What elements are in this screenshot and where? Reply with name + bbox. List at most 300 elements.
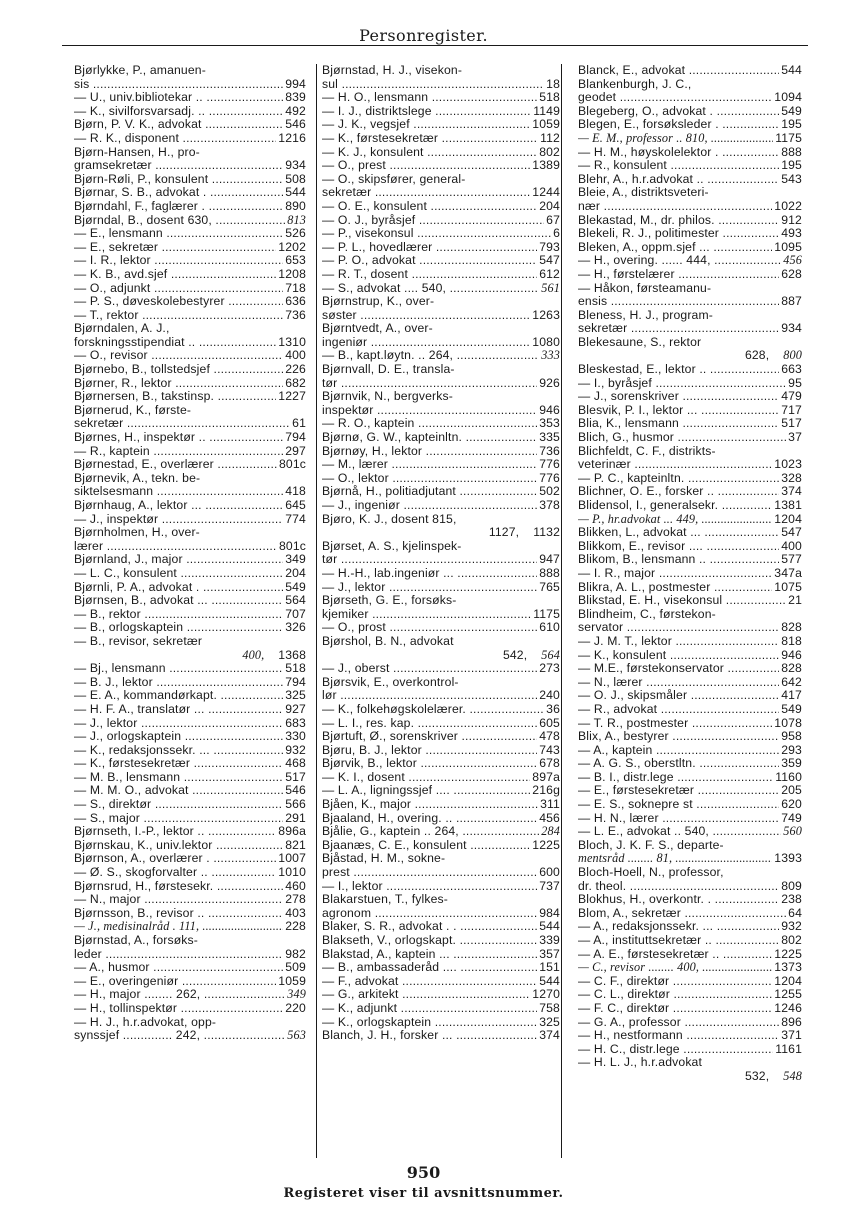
- entry-reference-number: 21: [788, 593, 802, 608]
- register-entry: [578, 594, 802, 608]
- register-entry: [578, 472, 802, 486]
- entry-text: Blesvik, P. I., lektor ... .....: [578, 404, 779, 418]
- entry-text: — S., major .....: [74, 812, 283, 826]
- entry-text: Bjørnskau, K., univ.lektor .....: [74, 839, 283, 853]
- register-entry: [322, 322, 560, 349]
- entry-reference-number: 1381: [774, 498, 802, 512]
- register-entry: [578, 513, 802, 527]
- entry-text: — H. F. A., translatør ... .....: [74, 703, 283, 717]
- entry-reference-number: 809: [781, 878, 802, 893]
- register-entry: [74, 784, 306, 798]
- entry-reference-number: 479: [781, 389, 802, 404]
- entry-text: — R. T., dosent .....: [322, 268, 537, 282]
- register-entry: [74, 567, 306, 581]
- entry-text: — K., konsulent .....: [578, 649, 779, 663]
- entry-text: Blekastad, M., dr. philos. .....: [578, 214, 779, 228]
- register-entry: [578, 703, 802, 717]
- entry-text: lør .....: [322, 689, 537, 703]
- entry-text: — K., førstesekretær .....: [74, 757, 283, 771]
- entry-reference-number: 1393: [774, 851, 802, 866]
- register-entry: [578, 268, 802, 282]
- entry-text: Blikom, B., lensmann .. .....: [578, 553, 779, 567]
- entry-reference-number: 620: [781, 797, 802, 812]
- entry-reference-number: 278: [285, 892, 306, 907]
- register-entry: [578, 499, 802, 513]
- entry-text: — L. E., advokat .. 540, .....: [578, 825, 781, 839]
- register-entry: [322, 1002, 560, 1016]
- entry-reference-number: 359: [781, 756, 802, 771]
- register-entry: [322, 472, 560, 486]
- entry-reference-number: 1095: [774, 239, 802, 254]
- entry-reference-number: 478: [539, 729, 560, 744]
- entry-text: — P., hr.advokat ... 449, .....: [578, 513, 772, 527]
- entry-reference-number: 335: [539, 430, 560, 445]
- entry-reference-number: 403: [285, 905, 306, 920]
- entry-reference-number: 151: [539, 960, 560, 975]
- entry-reference-number: 994: [285, 76, 306, 91]
- register-entry: [74, 349, 306, 363]
- entry-text: — A., kaptein .....: [578, 744, 779, 758]
- entry-text: agronom .....: [322, 907, 537, 921]
- register-entry: [322, 146, 560, 160]
- entry-text: — P. O., advokat .....: [322, 254, 537, 268]
- entry-reference-number: 1175: [775, 130, 802, 145]
- entry-text: — A., instituttsekretær .. .....: [578, 934, 779, 948]
- entry-text: Bjålie, G., kaptein .. 264, .....: [322, 825, 539, 839]
- entry-text: — J., sorenskriver .....: [578, 390, 779, 404]
- register-entry: [578, 417, 802, 431]
- entry-text: — K., adjunkt .....: [322, 1002, 537, 1016]
- entry-reference-number: 934: [285, 158, 306, 173]
- register-entry: [74, 798, 306, 812]
- entry-reference-number: 776: [539, 457, 560, 472]
- register-entry: [322, 893, 560, 920]
- register-entry: [322, 241, 560, 255]
- register-entry: [322, 417, 560, 431]
- register-entry: [74, 934, 306, 961]
- register-entry: [578, 866, 802, 893]
- entry-lead-line: Bleie, A., distriktsveteri-: [578, 186, 709, 200]
- register-entry: [322, 159, 560, 173]
- entry-text: — O., revisor .....: [74, 349, 283, 363]
- entry-reference-number: 1204: [774, 511, 802, 526]
- entry-text: — Bj., lensmann .....: [74, 662, 283, 676]
- entry-reference-number: 1094: [774, 90, 802, 105]
- entry-reference-number: 547: [539, 253, 560, 268]
- entry-reference-number: 818: [781, 633, 802, 648]
- entry-text: — N., major .....: [74, 893, 283, 907]
- entry-text: servator .....: [578, 621, 779, 635]
- entry-reference-number: 888: [539, 565, 560, 580]
- entry-reference-number: 887: [781, 294, 802, 309]
- entry-lead-line: Bleness, H. J., program-: [578, 308, 713, 322]
- register-entry: [74, 173, 306, 187]
- entry-text: — H., nestformann .....: [578, 1029, 779, 1043]
- register-entry: [578, 784, 802, 798]
- entry-lead-line: — H. J., h.r.advokat, opp-: [74, 1015, 217, 1029]
- register-entry: [322, 948, 560, 962]
- entry-reference-number: 932: [285, 742, 306, 757]
- entry-reference-number: 339: [539, 933, 560, 947]
- entry-text: — K., folkehøgskolelærer. .....: [322, 703, 544, 717]
- entry-reference-number: 460: [285, 878, 306, 893]
- register-entry: [322, 717, 560, 731]
- entry-reference-number: 888: [781, 144, 802, 159]
- entry-text: Blia, K., lensmann .....: [578, 417, 779, 431]
- entry-text: dr. theol. .....: [578, 880, 779, 894]
- entry-text: — R. K., disponent .....: [74, 132, 276, 146]
- entry-lead-line: Bjørntvedt, A., over-: [322, 322, 433, 336]
- entry-text: — J. K., vegsjef .....: [322, 118, 530, 132]
- entry-text: Bjørnland, J., major .....: [74, 553, 283, 567]
- entry-text: — S., direktør .....: [74, 798, 283, 812]
- entry-reference-number: 897a: [532, 769, 560, 784]
- entry-text: Blakstad, A., kaptein ... .....: [322, 948, 537, 962]
- entry-text: lærer .....: [74, 540, 277, 554]
- register-entry: [578, 689, 802, 703]
- entry-reference-number: 794: [285, 674, 306, 689]
- entry-reference-number: 932: [781, 919, 802, 934]
- entry-text: 1127,: [488, 526, 520, 540]
- entry-reference-number: 802: [781, 933, 802, 947]
- entry-reference-number: 544: [539, 919, 560, 934]
- register-entry: [322, 988, 560, 1002]
- entry-lead-line: Bjørnstad, H. J., visekon-: [322, 64, 463, 77]
- register-entry: [322, 771, 560, 785]
- register-entry: [322, 594, 560, 621]
- entry-reference-number: 683: [285, 715, 306, 730]
- entry-text: Bjørnsson, B., revisor .. .....: [74, 907, 283, 921]
- entry-text: leder .....: [74, 948, 283, 962]
- entry-reference-number: 417: [781, 688, 802, 703]
- entry-reference-number: 1368: [278, 647, 306, 662]
- entry-reference-number: 517: [781, 416, 802, 431]
- entry-text: — A., redaksjonssekr. ... .....: [578, 920, 779, 934]
- entry-reference-number: 912: [781, 212, 802, 227]
- register-entry: [578, 254, 802, 268]
- register-entry: [578, 118, 802, 132]
- entry-reference-number: 802: [539, 144, 560, 159]
- register-entry: [578, 1002, 802, 1016]
- entry-text: — R., advokat .....: [578, 703, 779, 717]
- entry-reference-number: 195: [781, 117, 802, 132]
- entry-lead-line: Bjørsvik, E., overkontrol-: [322, 675, 459, 689]
- entry-text: — H. N., lærer .....: [578, 812, 779, 826]
- register-column-1: [74, 64, 312, 1154]
- entry-text: Blokhus, H., overkontr. . .....: [578, 893, 779, 907]
- register-entry: [322, 880, 560, 894]
- entry-text: — P. S., døveskolebestyrer .....: [74, 295, 283, 309]
- entry-text: — M. B., lensmann .....: [74, 771, 283, 785]
- entry-text: ingeniør .....: [322, 336, 530, 350]
- register-entry: [74, 635, 306, 662]
- register-entry: [578, 730, 802, 744]
- entry-text: — G., arkitekt .....: [322, 988, 530, 1002]
- entry-text: Bjørtuft, Ø., sorenskriver .....: [322, 730, 537, 744]
- register-entry: [322, 132, 560, 146]
- entry-reference-number: 326: [285, 620, 306, 635]
- register-entry: [74, 757, 306, 771]
- entry-text: — J., lektor .....: [322, 581, 537, 595]
- entry-text: tør .....: [322, 377, 537, 391]
- entry-text: prest .....: [322, 866, 537, 880]
- register-columns: [74, 64, 802, 1154]
- entry-reference-number: 946: [781, 647, 802, 662]
- register-entry: [74, 146, 306, 173]
- register-entry: [322, 621, 560, 635]
- entry-reference-number: 1022: [774, 198, 802, 213]
- register-entry: [578, 893, 802, 907]
- entry-reference-number: 934: [781, 321, 802, 336]
- entry-text: Bjaanæs, C. E., konsulent .....: [322, 839, 530, 853]
- entry-reference-number: 896a: [278, 824, 306, 839]
- entry-text: — O., adjunkt .....: [74, 282, 283, 296]
- entry-text: — B., rektor .....: [74, 608, 283, 622]
- register-entry: [74, 268, 306, 282]
- register-entry: [322, 105, 560, 119]
- register-entry: [578, 64, 802, 78]
- register-entry: [74, 105, 306, 119]
- entry-text: — M., lærer .....: [322, 458, 537, 472]
- entry-text: 542,: [502, 648, 528, 662]
- entry-reference-number: 468: [285, 756, 306, 771]
- entry-reference-number: 828: [781, 620, 802, 635]
- register-entry: [322, 825, 560, 839]
- entry-text: — J., inspektør .....: [74, 513, 283, 527]
- register-entry: [322, 812, 560, 826]
- register-entry: [578, 988, 802, 1002]
- entry-text: — E., sekretær .....: [74, 241, 276, 255]
- register-entry: [74, 920, 306, 934]
- entry-lead-line: Bjørnvik, N., bergverks-: [322, 390, 453, 404]
- entry-text: Bjørnseth, I.-P., lektor .. .....: [74, 825, 276, 839]
- entry-text: Blidensol, I., generalsekr. .....: [578, 499, 772, 513]
- entry-reference-number: 374: [781, 484, 802, 499]
- entry-text: — J., orlogskaptein .....: [74, 730, 283, 744]
- register-entry: [74, 689, 306, 703]
- entry-reference-number: 605: [539, 715, 560, 730]
- register-entry: [578, 757, 802, 771]
- register-entry: [578, 608, 802, 635]
- register-entry: [322, 920, 560, 934]
- register-entry: [578, 676, 802, 690]
- entry-reference-number: 1227: [278, 389, 306, 404]
- register-entry: [74, 254, 306, 268]
- entry-text: — B., orlogskaptein .....: [74, 621, 283, 635]
- entry-reference-number: 600: [539, 865, 560, 880]
- register-entry: [74, 363, 306, 377]
- entry-reference-number: 776: [539, 470, 560, 485]
- register-column-3: [566, 64, 802, 1154]
- entry-text: Blanch, J. H., forsker ... .....: [322, 1029, 537, 1043]
- entry-reference-number: 1161: [775, 1041, 802, 1056]
- entry-text: 400,: [242, 648, 265, 662]
- entry-reference-number: 577: [781, 552, 802, 567]
- entry-reference-number: 794: [285, 430, 306, 445]
- entry-reference-number: 896: [781, 1014, 802, 1029]
- entry-reference-number: 1059: [278, 973, 306, 988]
- entry-text: — K. I., dosent .....: [322, 771, 530, 785]
- register-entry: [74, 1016, 306, 1043]
- register-entry: [74, 961, 306, 975]
- entry-reference-number: 758: [539, 1000, 560, 1015]
- entry-reference-number: 228: [285, 919, 306, 934]
- register-entry: [578, 214, 802, 228]
- entry-reference-number: 645: [285, 498, 306, 512]
- entry-text: Bjåen, K., major .....: [322, 798, 538, 812]
- entry-reference-number: 560: [783, 824, 802, 839]
- entry-reference-number: 547: [781, 525, 802, 540]
- entry-reference-number: 543: [781, 171, 802, 186]
- entry-reference-number: 61: [292, 416, 306, 431]
- entry-reference-number: 273: [539, 661, 560, 676]
- entry-reference-number: 518: [285, 661, 306, 676]
- entry-reference-number: 204: [539, 198, 560, 213]
- entry-text: — J., lektor .....: [74, 717, 283, 731]
- register-entry: [322, 118, 560, 132]
- register-entry: [578, 948, 802, 962]
- entry-text: — E., lensmann .....: [74, 227, 283, 241]
- entry-lead-line: Bjørnvall, D. E., transla-: [322, 363, 455, 377]
- entry-text: — U., univ.bibliotekar .. .....: [74, 91, 283, 105]
- entry-reference-number: 1389: [532, 158, 560, 173]
- entry-lead-line: Bloch-Hoell, N., professor,: [578, 866, 724, 880]
- entry-text: Blegeberg, O., advokat . .....: [578, 105, 779, 119]
- entry-text: — C. L., direktør .....: [578, 988, 772, 1002]
- register-entry: [322, 513, 560, 540]
- register-entry: [74, 186, 306, 200]
- register-entry: [322, 744, 560, 758]
- entry-reference-number: 612: [539, 266, 560, 281]
- entry-reference-number: 357: [539, 946, 560, 961]
- register-entry: [74, 594, 306, 608]
- entry-text: — H. M., høyskolelektor . .....: [578, 146, 779, 160]
- register-entry: [578, 649, 802, 663]
- register-entry: [322, 431, 560, 445]
- register-entry: [322, 1016, 560, 1030]
- entry-reference-number: 456: [783, 253, 802, 268]
- entry-lead-line: Blichfeldt, C. F., distrikts-: [578, 444, 716, 458]
- entry-reference-number: 958: [781, 729, 802, 744]
- header-rule: [62, 45, 808, 46]
- register-entry: [322, 254, 560, 268]
- entry-text: Bjørnebo, B., tollstedsjef .....: [74, 363, 283, 377]
- entry-text: — R. O., kaptein .....: [322, 417, 537, 431]
- entry-text: Blikra, A. L., postmester .....: [578, 581, 772, 595]
- register-entry: [578, 485, 802, 499]
- entry-text: Bjørnar, S. B., advokat . .....: [74, 186, 283, 200]
- entry-lead-line: — H. L. J., h.r.advokat: [578, 1056, 703, 1070]
- entry-reference-number: 765: [539, 579, 560, 594]
- entry-reference-number: 800: [783, 348, 802, 363]
- entry-text: Bjørnsen, B., advokat ... .....: [74, 594, 283, 608]
- register-entry: [74, 445, 306, 459]
- entry-text: tør .....: [322, 553, 537, 567]
- register-entry: [578, 825, 802, 839]
- entry-text: synssjef .............. 242, .....: [74, 1029, 285, 1043]
- register-entry: [578, 241, 802, 255]
- entry-reference-number: 546: [285, 117, 306, 132]
- entry-reference-number: 374: [539, 1028, 560, 1043]
- entry-reference-number: 1160: [775, 769, 802, 784]
- register-entry: [578, 105, 802, 119]
- entry-text: — I., lektor .....: [322, 880, 537, 894]
- entry-text: — I. J., distriktslege .....: [322, 105, 531, 119]
- entry-reference-number: 1216: [278, 130, 306, 145]
- register-entry: [74, 431, 306, 445]
- entry-text: — O., lektor .....: [322, 472, 537, 486]
- entry-reference-number: 682: [285, 375, 306, 390]
- register-entry: [578, 445, 802, 472]
- entry-reference-number: 518: [539, 90, 560, 105]
- register-entry: [578, 78, 802, 105]
- entry-reference-number: 284: [541, 824, 560, 839]
- entry-reference-number: 821: [285, 837, 306, 852]
- entry-reference-number: 400: [285, 348, 306, 363]
- entry-reference-number: 195: [781, 158, 802, 173]
- register-entry: [578, 227, 802, 241]
- entry-reference-number: 349: [287, 987, 306, 1002]
- entry-text: — O. E., konsulent .....: [322, 200, 537, 214]
- entry-text: nær .....: [578, 200, 772, 214]
- register-entry: [578, 907, 802, 921]
- register-entry: [74, 472, 306, 499]
- entry-reference-number: 1208: [278, 266, 306, 281]
- register-entry: [578, 431, 802, 445]
- entry-lead-line: Blekesaune, S., rektor: [578, 335, 702, 349]
- entry-reference-number: 240: [539, 688, 560, 703]
- entry-text: Blikkom, E., revisor .... .....: [578, 540, 779, 554]
- entry-text: Bjørvik, B., lektor .....: [322, 757, 537, 771]
- entry-reference-number: 293: [781, 742, 802, 757]
- entry-text: Blikken, L., advokat ... .....: [578, 526, 779, 540]
- register-entry: [578, 567, 802, 581]
- register-entry: [74, 553, 306, 567]
- entry-reference-number: 1204: [774, 973, 802, 988]
- entry-text: — J. M. T., lektor .....: [578, 635, 779, 649]
- register-entry: [74, 662, 306, 676]
- entry-text: søster .....: [322, 309, 530, 323]
- entry-text: geodet .....: [578, 91, 772, 105]
- entry-lead-line: Bloch, J. K. F. S., departe-: [578, 838, 724, 852]
- entry-text: 628,: [744, 349, 770, 363]
- entry-text: Bjøru, B. J., lektor .....: [322, 744, 537, 758]
- register-entry: [578, 975, 802, 989]
- entry-reference-number: 813: [287, 212, 306, 227]
- entry-reference-number: 311: [540, 797, 560, 812]
- entry-reference-number: 220: [285, 1000, 306, 1015]
- entry-text: — A. G. S., oberstltn. .....: [578, 757, 779, 771]
- entry-text: sekretær .....: [578, 322, 779, 336]
- entry-text: sekretær .....: [74, 417, 290, 431]
- entry-text: Blakseth, V., orlogskapt. .....: [322, 934, 537, 948]
- register-entry: [578, 717, 802, 731]
- entry-text: — B. J., lektor .....: [74, 676, 283, 690]
- entry-text: — F. C., direktør .....: [578, 1002, 772, 1016]
- register-entry: [322, 214, 560, 228]
- entry-reference-number: 330: [285, 729, 306, 744]
- register-entry: [578, 186, 802, 213]
- register-entry: [322, 390, 560, 417]
- entry-reference-number: 984: [539, 905, 560, 920]
- entry-text: Bjørnå, H., politiadjutant .....: [322, 485, 537, 499]
- entry-text: — H. C., distr.lege .....: [578, 1043, 773, 1057]
- entry-text: — E. M., professor .. 810, .....: [578, 132, 773, 146]
- register-entry: [578, 798, 802, 812]
- entry-reference-number: 205: [781, 783, 802, 798]
- entry-reference-number: 628: [781, 266, 802, 281]
- entry-text: — O., prest .....: [322, 159, 530, 173]
